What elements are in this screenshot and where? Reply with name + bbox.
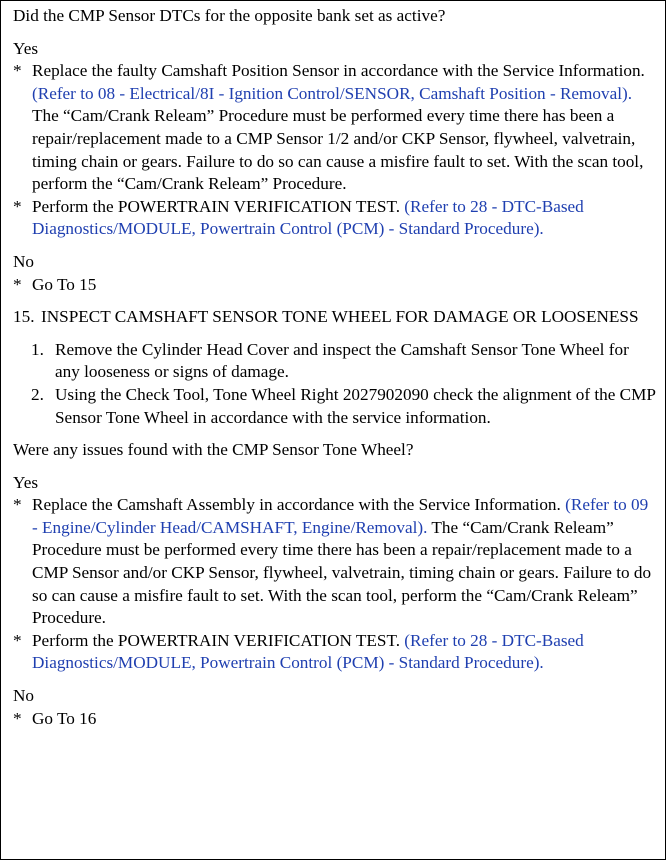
step-title: INSPECT CAMSHAFT SENSOR TONE WHEEL FOR DAMAGE OR LOOSENESS bbox=[41, 307, 639, 327]
instruction-text: Replace the faulty Camshaft Position Sensor in accordance with the Service Information. bbox=[32, 61, 645, 81]
list-item bbox=[13, 274, 657, 297]
instruction-text: The “Cam/Crank Releam” Procedure must be performed every time there has been a repair/replacement made to a CMP Sensor and/or CKP Sensor, flywheel, valvetrain, timing chain or gears. Failure to do so can cause a misfire fault to set. With the scan tool, perform the “Cam/Crank Releam” Procedure. bbox=[32, 517, 652, 628]
bullet-marker: * bbox=[13, 61, 22, 81]
substep-number: 1. bbox=[31, 339, 44, 359]
answer-yes-label: Yes bbox=[13, 472, 39, 492]
reference-link[interactable]: (Refer to 28 - DTC-Based Diagnostics/MODULE, Powertrain Control (PCM) - Standard Procedure). bbox=[32, 196, 584, 239]
bullet-marker: * bbox=[13, 708, 22, 728]
reference-link[interactable]: (Refer to 09 - Engine/Cylinder Head/CAMSHAFT, Engine/Removal). bbox=[32, 495, 649, 537]
goto-step-link: Go To 16 bbox=[32, 708, 97, 728]
list-item bbox=[13, 494, 657, 630]
instruction-text: Replace the Camshaft Assembly in accordance with the Service Information. bbox=[32, 495, 561, 515]
step-heading bbox=[13, 306, 657, 329]
step-number: 15. bbox=[13, 307, 35, 327]
bullet-marker: * bbox=[13, 630, 22, 650]
instruction-text: Perform the POWERTRAIN VERIFICATION TEST. bbox=[32, 630, 400, 650]
bullet-marker: * bbox=[13, 495, 22, 515]
bullet-marker: * bbox=[13, 274, 22, 294]
reference-link[interactable]: (Refer to 08 - Electrical/8I - Ignition Control/SENSOR, Camshaft Position - Removal). bbox=[32, 83, 633, 103]
question-opposite-bank: Did the CMP Sensor DTCs for the opposite bank set as active? bbox=[13, 6, 446, 25]
list-item bbox=[13, 630, 657, 675]
answer-no-label: No bbox=[13, 251, 35, 271]
answer-no-label: No bbox=[13, 686, 35, 706]
instruction-text: The “Cam/Crank Releam” Procedure must be performed every time there has been a repair/replacement made to a CMP Sensor 1/2 and/or CKP Sensor, flywheel, valvetrain, timing chain or gears. Failure to do so can cause a misfire fault to set. With the scan tool, perform the “Cam/Crank Releam” Procedure. bbox=[32, 106, 644, 194]
substep-item bbox=[13, 339, 657, 384]
goto-step-link: Go To 15 bbox=[32, 274, 97, 294]
answer-yes-label: Yes bbox=[13, 38, 39, 58]
instruction-text: Perform the POWERTRAIN VERIFICATION TEST. bbox=[32, 196, 400, 216]
list-item bbox=[13, 60, 657, 196]
list-item bbox=[13, 196, 657, 241]
substep-number: 2. bbox=[31, 384, 44, 404]
bullet-marker: * bbox=[13, 196, 22, 216]
substep-text: Remove the Cylinder Head Cover and inspect the Camshaft Sensor Tone Wheel for any looseness or signs of damage. bbox=[55, 339, 629, 382]
question-tone-wheel: Were any issues found with the CMP Sensor Tone Wheel? bbox=[13, 440, 414, 460]
reference-link[interactable]: (Refer to 28 - DTC-Based Diagnostics/MODULE, Powertrain Control (PCM) - Standard Procedure). bbox=[32, 630, 584, 673]
substep-item bbox=[13, 384, 657, 429]
list-item bbox=[13, 708, 657, 731]
substep-text: Using the Check Tool, Tone Wheel Right 2027902090 check the alignment of the CMP Sensor Tone Wheel in accordance with the service information. bbox=[55, 384, 656, 427]
